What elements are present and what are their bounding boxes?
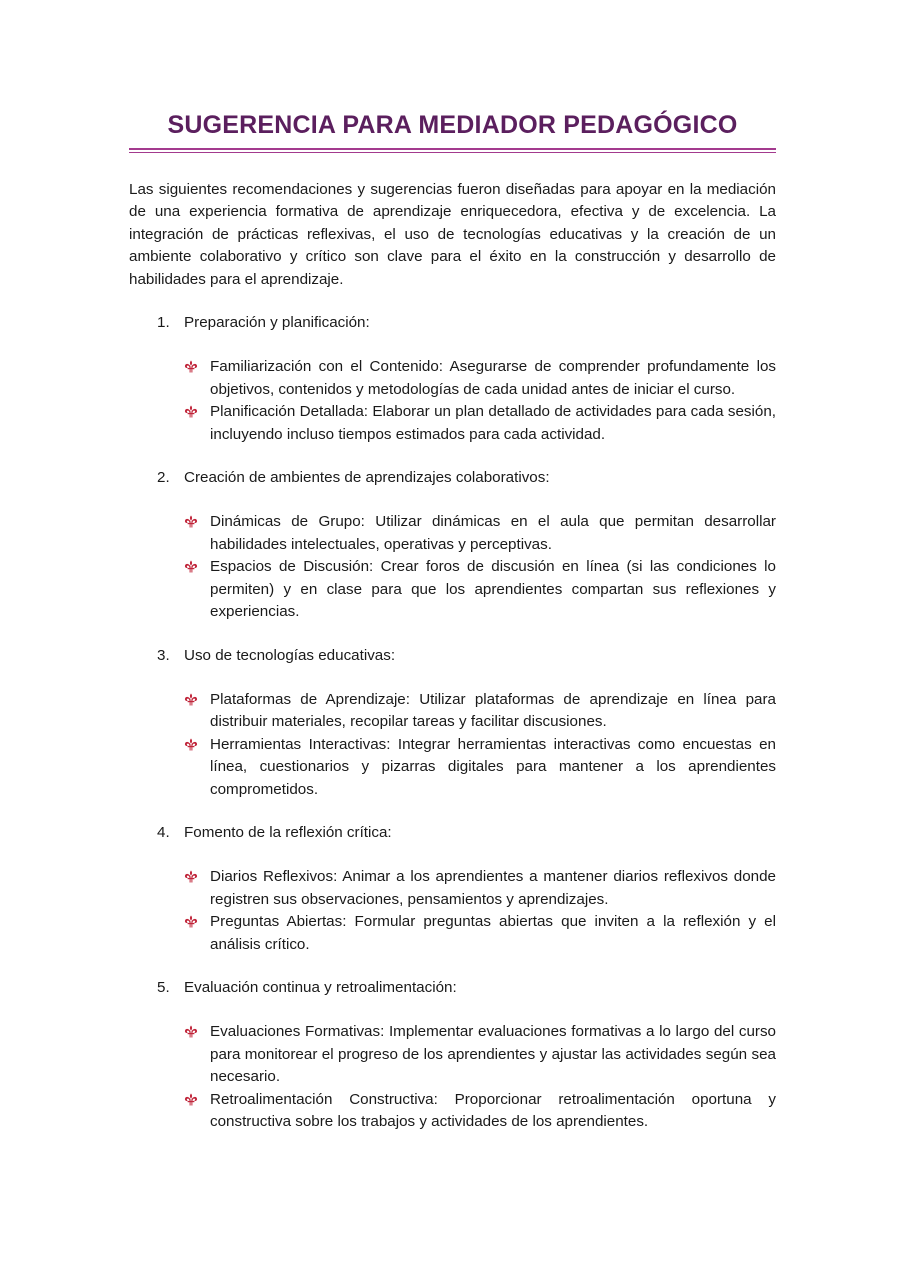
section-5 xyxy=(129,977,776,1133)
list-item xyxy=(183,401,776,446)
fleur-de-lis-bullet-icon xyxy=(183,1021,210,1043)
section-items xyxy=(129,356,776,446)
section-number: 4. xyxy=(157,823,170,841)
section-heading-text: Creación de ambientes de aprendizajes colaborativos: xyxy=(184,469,550,487)
section-number: 5. xyxy=(157,978,170,996)
section-number: 3. xyxy=(157,646,170,664)
section-items xyxy=(129,689,776,801)
section-items xyxy=(129,1021,776,1133)
fleur-de-lis-bullet-icon xyxy=(183,689,210,711)
section-heading xyxy=(157,467,776,489)
fleur-de-lis-bullet-icon xyxy=(183,556,210,578)
section-2 xyxy=(129,467,776,623)
section-heading-text: Evaluación continua y retroalimentación: xyxy=(184,978,457,996)
fleur-de-lis-bullet-icon xyxy=(183,1089,210,1111)
list-item-text: Espacios de Discusión: Crear foros de discusión en línea (si las condiciones lo permiten) y en clase para que los aprendientes compartan sus reflexiones y experiencias. xyxy=(210,558,776,621)
list-item xyxy=(183,689,776,734)
list-item xyxy=(183,866,776,911)
list-item xyxy=(183,511,776,556)
list-item xyxy=(183,1089,776,1134)
section-heading-text: Fomento de la reflexión crítica: xyxy=(184,823,392,841)
section-number: 2. xyxy=(157,469,170,487)
list-item xyxy=(183,556,776,623)
section-heading-text: Uso de tecnologías educativas: xyxy=(184,646,396,664)
section-heading-text: Preparación y planificación: xyxy=(184,314,370,332)
fleur-de-lis-bullet-icon xyxy=(183,511,210,533)
section-number: 1. xyxy=(157,314,170,332)
fleur-de-lis-bullet-icon xyxy=(183,734,210,756)
list-item-text: Evaluaciones Formativas: Implementar evaluaciones formativas a lo largo del curso para monitorear el progreso de los aprendientes y ajustar las actividades según sea necesario. xyxy=(210,1023,776,1086)
section-items xyxy=(129,866,776,956)
list-item xyxy=(183,356,776,401)
list-item-text: Plataformas de Aprendizaje: Utilizar plataformas de aprendizaje en línea para distribuir materiales, recopilar tareas y facilitar discusiones. xyxy=(210,690,776,731)
list-item xyxy=(183,1021,776,1088)
section-heading xyxy=(157,312,776,334)
section-4 xyxy=(129,822,776,956)
list-item-text: Dinámicas de Grupo: Utilizar dinámicas en el aula que permitan desarrollar habilidades intelectuales, operativas y perceptivas. xyxy=(210,513,776,553)
fleur-de-lis-bullet-icon xyxy=(183,356,210,378)
list-item-text: Planificación Detallada: Elaborar un plan detallado de actividades para cada sesión, incluyendo incluso tiempos estimados para cada actividad. xyxy=(210,403,776,443)
list-item-text: Familiarización con el Contenido: Asegurarse de comprender profundamente los objetivos, contenidos y metodologías de cada unidad antes de iniciar el curso. xyxy=(210,358,776,398)
list-item xyxy=(183,911,776,956)
sections-list xyxy=(129,312,776,1133)
intro-paragraph: Las siguientes recomendaciones y sugerencias fueron diseñadas para apoyar en la mediación de una experiencia formativa de aprendizaje enriquecedora, efectiva y de excelencia. La integración de prácticas reflexivas, el uso de tecnologías educativas y la creación de un ambiente colaborativo y crítico son clave para el éxito en la construcción y desarrollo de habilidades para el aprendizaje. xyxy=(129,181,776,288)
list-item-text: Retroalimentación Constructiva: Proporcionar retroalimentación oportuna y constructiva sobre los trabajos y actividades de los aprendientes. xyxy=(210,1090,776,1130)
page-title: SUGERENCIA PARA MEDIADOR PEDAGÓGICO xyxy=(167,111,738,139)
section-items xyxy=(129,511,776,623)
list-item-text: Herramientas Interactivas: Integrar herramientas interactivas como encuestas en línea, cuestionarios y pizarras digitales para mantener a los aprendientes comprometidos. xyxy=(210,735,776,798)
section-heading xyxy=(157,822,776,844)
document-page xyxy=(129,108,776,1154)
section-3 xyxy=(129,645,776,801)
fleur-de-lis-bullet-icon xyxy=(183,401,210,423)
title-divider xyxy=(129,148,776,153)
section-heading xyxy=(157,645,776,667)
list-item-text: Diarios Reflexivos: Animar a los aprendientes a mantener diarios reflexivos donde registren sus observaciones, pensamientos y aprendizajes. xyxy=(210,868,776,908)
section-heading xyxy=(157,977,776,999)
section-1 xyxy=(129,312,776,446)
fleur-de-lis-bullet-icon xyxy=(183,866,210,888)
fleur-de-lis-bullet-icon xyxy=(183,911,210,933)
list-item xyxy=(183,734,776,801)
list-item-text: Preguntas Abiertas: Formular preguntas abiertas que inviten a la reflexión y el análisis crítico. xyxy=(210,913,776,953)
